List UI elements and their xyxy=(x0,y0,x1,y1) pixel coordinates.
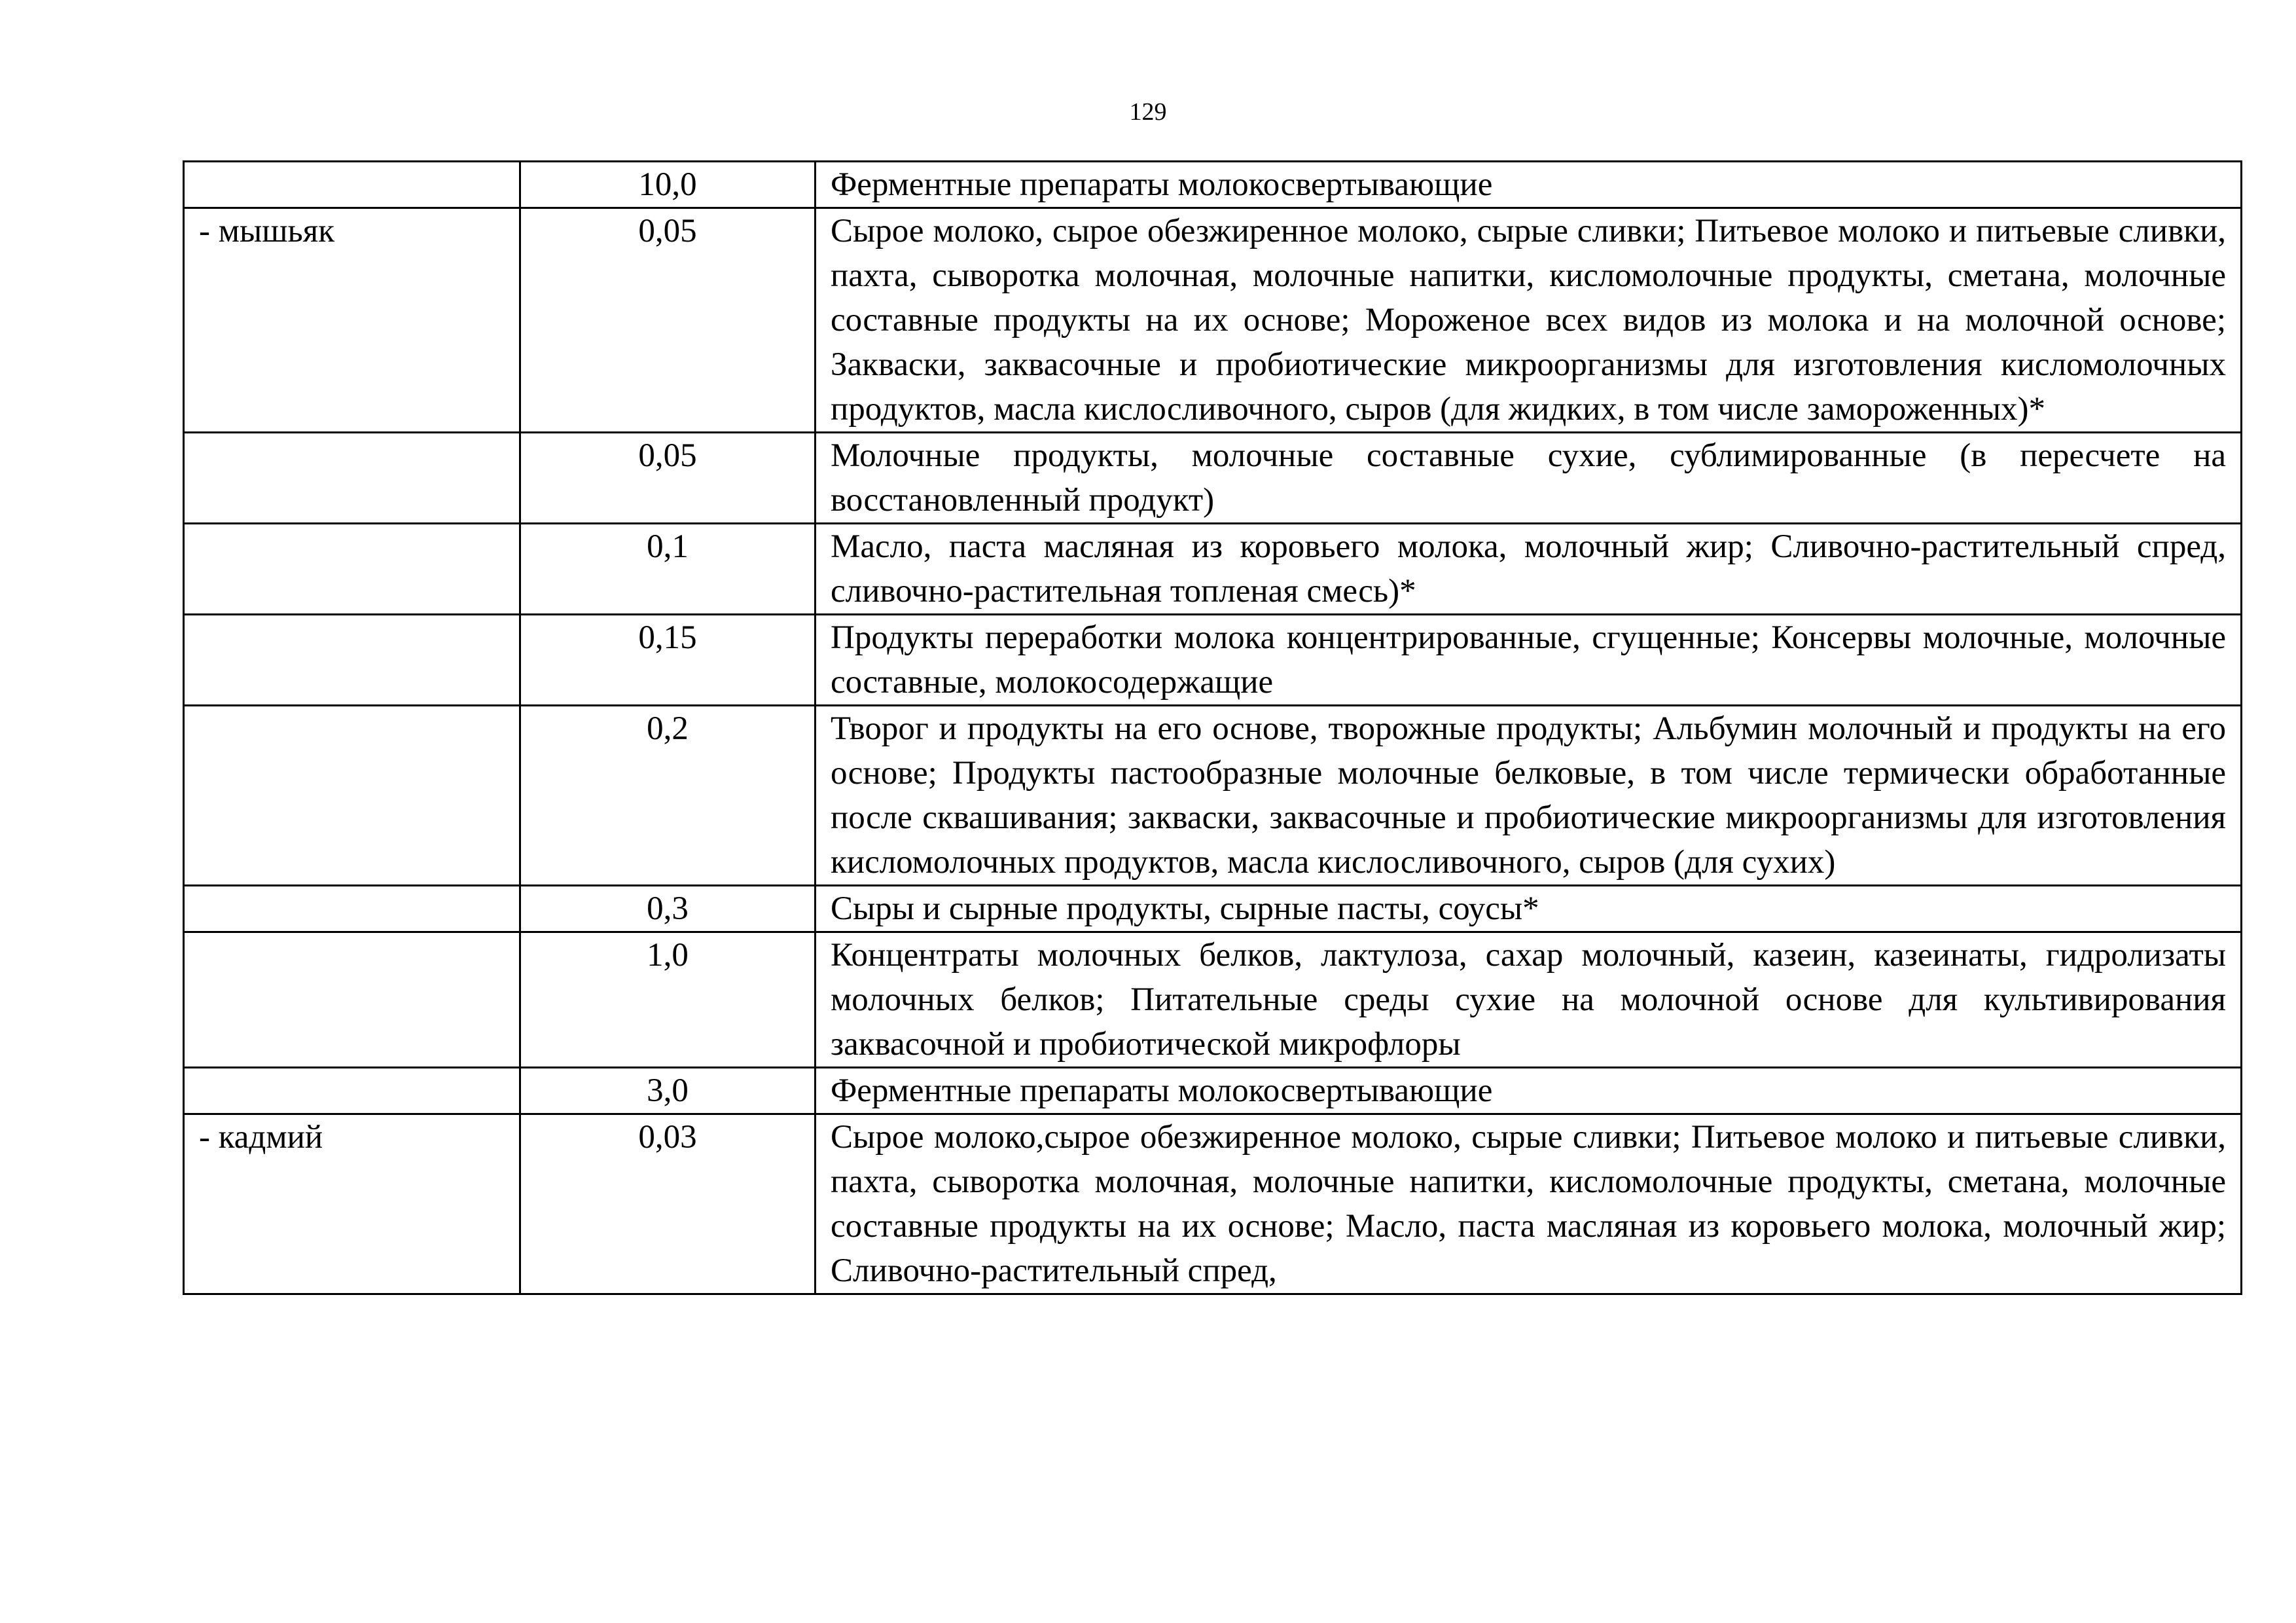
substance-cell xyxy=(184,615,520,706)
limit-value-cell: 0,15 xyxy=(520,615,816,706)
product-list-cell: Сырое молоко, сырое обезжиренное молоко, сырые сливки; Питьевое молоко и питьевые сливки, пахта, сыворотка молочная, молочные напитки, кисломолочные продукты, сметана, молочные составные продукты на их основе; Мороженое всех видов из молока и на молочной основе; Закваски, заквасочные и пробиотические микроорганизмы для изготовления кисломолочных продуктов, масла кислосливочного, сыров (для жидких, в том числе замороженных)* xyxy=(816,208,2242,433)
table-row xyxy=(184,615,2242,706)
substance-cell xyxy=(184,433,520,524)
substance-cell xyxy=(184,524,520,615)
product-list-cell: Сырое молоко,сырое обезжиренное молоко, сырые сливки; Питьевое молоко и питьевые сливки, пахта, сыворотка молочная, молочные напитки, кисломолочные продукты, сметана, молочные составные продукты на их основе; Масло, паста масляная из коровьего молока, молочный жир; Сливочно-растительный спред, xyxy=(816,1114,2242,1294)
limit-value-cell: 10,0 xyxy=(520,162,816,208)
substance-cell: - кадмий xyxy=(184,1114,520,1294)
product-list-cell: Масло, паста масляная из коровьего молока, молочный жир; Сливочно-растительный спред, сливочно-растительная топленая смесь)* xyxy=(816,524,2242,615)
product-list-cell: Ферментные препараты молокосвертывающие xyxy=(816,1068,2242,1114)
product-list-cell: Ферментные препараты молокосвертывающие xyxy=(816,162,2242,208)
table-row xyxy=(184,433,2242,524)
table-row xyxy=(184,208,2242,433)
substance-cell xyxy=(184,932,520,1068)
limit-value-cell: 3,0 xyxy=(520,1068,816,1114)
table-row xyxy=(184,932,2242,1068)
substance-cell xyxy=(184,886,520,932)
limit-value-cell: 0,3 xyxy=(520,886,816,932)
table-row xyxy=(184,706,2242,886)
substance-cell: - мышьяк xyxy=(184,208,520,433)
limit-value-cell: 0,1 xyxy=(520,524,816,615)
substance-cell xyxy=(184,162,520,208)
table-row xyxy=(184,162,2242,208)
table-row xyxy=(184,524,2242,615)
table-row xyxy=(184,1114,2242,1294)
product-list-cell: Молочные продукты, молочные составные сухие, сублимированные (в пересчете на восстановленный продукт) xyxy=(816,433,2242,524)
table-row xyxy=(184,886,2242,932)
limit-value-cell: 0,03 xyxy=(520,1114,816,1294)
substance-cell xyxy=(184,706,520,886)
limit-value-cell: 0,05 xyxy=(520,433,816,524)
substance-cell xyxy=(184,1068,520,1114)
product-list-cell: Продукты переработки молока концентрированные, сгущенные; Консервы молочные, молочные составные, молокосодержащие xyxy=(816,615,2242,706)
table-row xyxy=(184,1068,2242,1114)
product-list-cell: Концентраты молочных белков, лактулоза, сахар молочный, казеин, казеинаты, гидролизаты молочных белков; Питательные среды сухие на молочной основе для культивирования заквасочной и пробиотической микрофлоры xyxy=(816,932,2242,1068)
limit-value-cell: 0,2 xyxy=(520,706,816,886)
product-list-cell: Творог и продукты на его основе, творожные продукты; Альбумин молочный и продукты на его основе; Продукты пастообразные молочные белковые, в том числе термически обработанные после сквашивания; закваски, заквасочные и пробиотические микроорганизмы для изготовления кисломолочных продуктов, масла кислосливочного, сыров (для сухих) xyxy=(816,706,2242,886)
page-number: 129 xyxy=(1129,98,1167,126)
product-list-cell: Сыры и сырные продукты, сырные пасты, соусы* xyxy=(816,886,2242,932)
contaminant-limits-table xyxy=(183,160,2242,1295)
limit-value-cell: 1,0 xyxy=(520,932,816,1068)
limit-value-cell: 0,05 xyxy=(520,208,816,433)
